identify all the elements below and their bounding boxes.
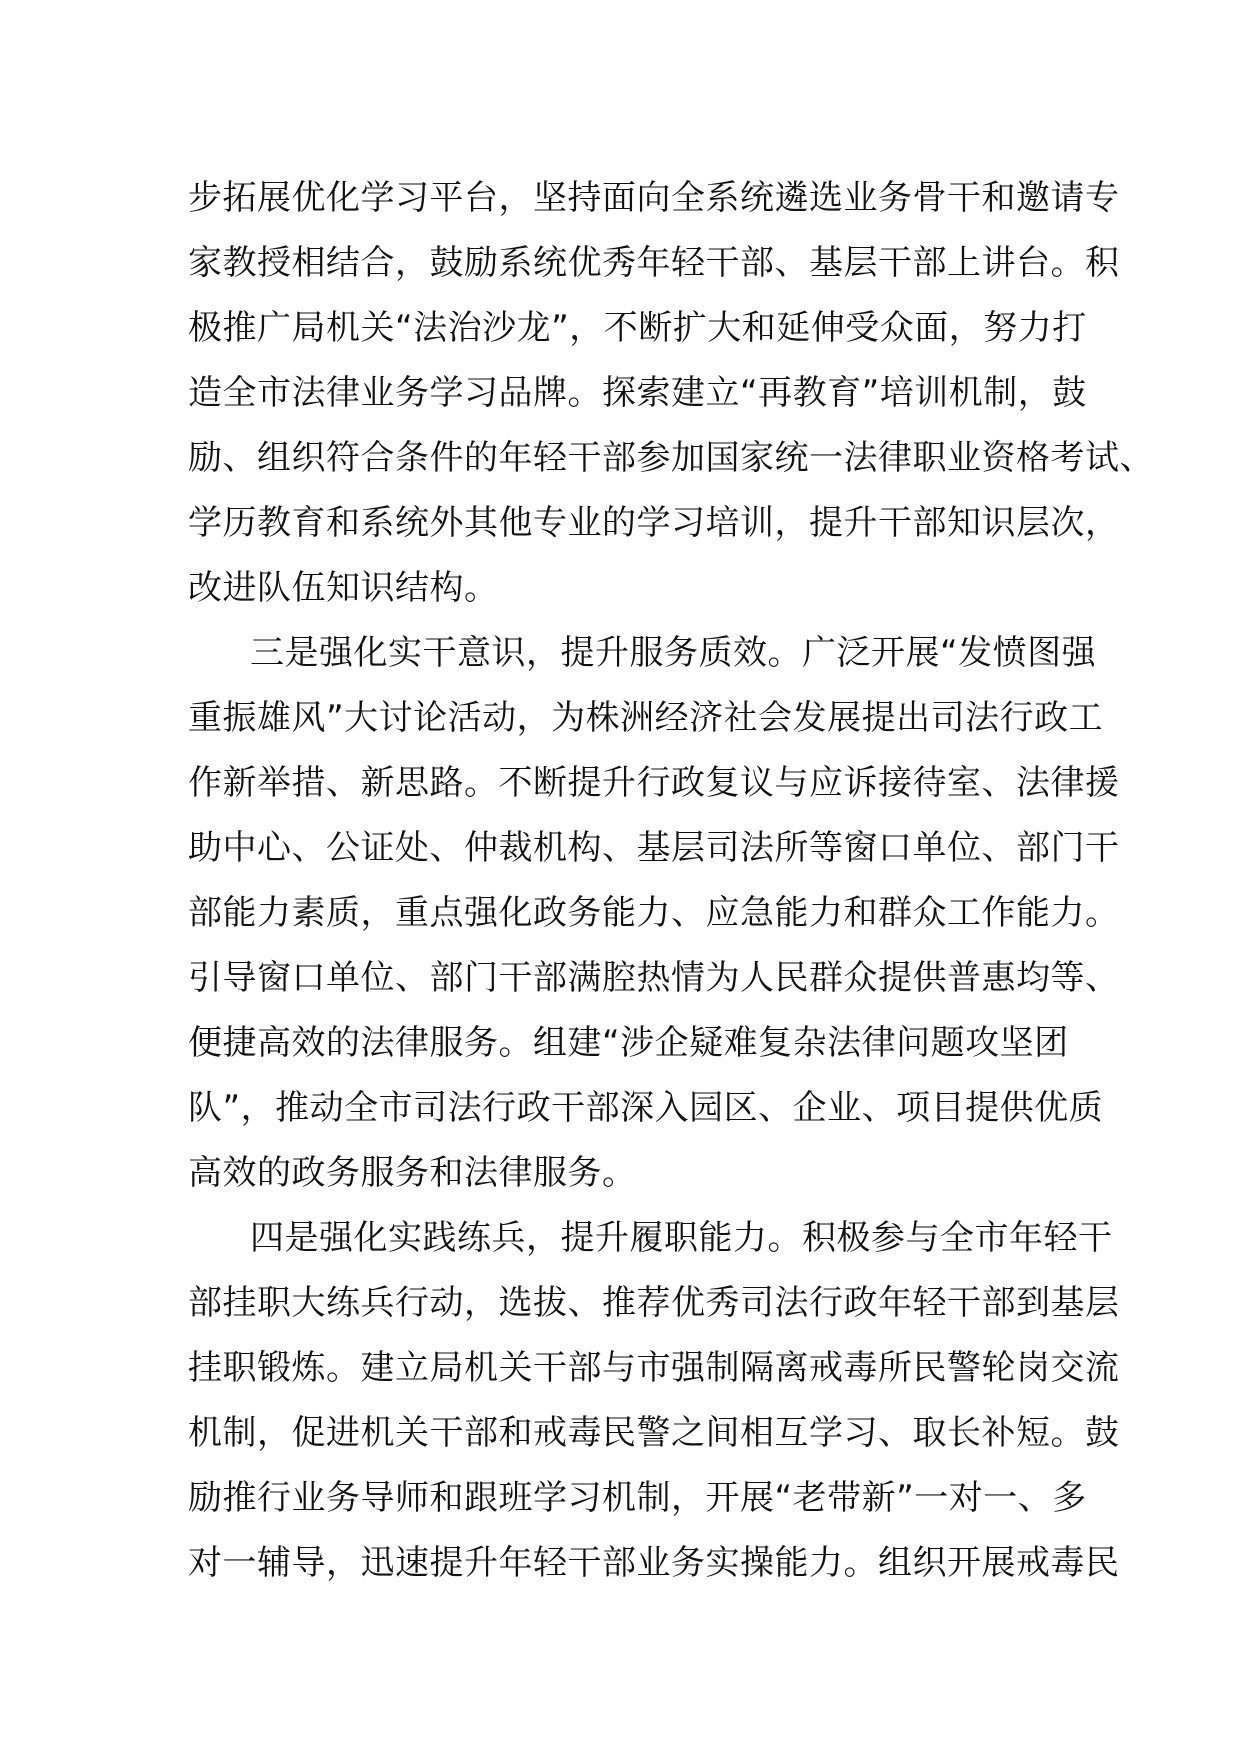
text-line: 家教授相结合，鼓励系统优秀年轻干部、基层干部上讲台。积 <box>188 243 1120 283</box>
text-line: 励、组织符合条件的年轻干部参加国家统一法律职业资格考试、 <box>188 438 1154 478</box>
paragraph-start-line: 四是强化实践练兵，提升履职能力。积极参与全市年轻干 <box>250 1218 1113 1258</box>
text-line: 部挂职大练兵行动，选拔、推荐优秀司法行政年轻干部到基层 <box>188 1283 1120 1323</box>
text-line: 引导窗口单位、部门干部满腔热情为人民群众提供普惠均等、 <box>188 958 1120 998</box>
paragraph-start-line: 三是强化实干意识，提升服务质效。广泛开展“发愤图强 <box>250 633 1097 673</box>
text-line: 挂职锻炼。建立局机关干部与市强制隔离戒毒所民警轮岗交流 <box>188 1348 1120 1388</box>
text-line: 机制，促进机关干部和戒毒民警之间相互学习、取长补短。鼓 <box>188 1413 1120 1453</box>
text-line: 高效的政务服务和法律服务。 <box>188 1153 637 1193</box>
text-line: 部能力素质，重点强化政务能力、应急能力和群众工作能力。 <box>188 893 1120 933</box>
text-line: 重振雄风”大讨论活动，为株洲经济社会发展提出司法行政工 <box>188 698 1104 738</box>
text-line: 助中心、公证处、仲裁机构、基层司法所等窗口单位、部门干 <box>188 828 1120 868</box>
text-line: 步拓展优化学习平台，坚持面向全系统遴选业务骨干和邀请专 <box>188 178 1120 218</box>
text-line: 造全市法律业务学习品牌。探索建立“再教育”培训机制，鼓 <box>188 373 1087 413</box>
text-line: 极推广局机关“法治沙龙”，不断扩大和延伸受众面，努力打 <box>188 308 1087 348</box>
text-line: 作新举措、新思路。不断提升行政复议与应诉接待室、法律援 <box>188 763 1120 803</box>
text-line: 对一辅导，迅速提升年轻干部业务实操能力。组织开展戒毒民 <box>188 1543 1120 1583</box>
text-line: 队”，推动全市司法行政干部深入园区、企业、项目提供优质 <box>188 1088 1104 1128</box>
text-line: 励推行业务导师和跟班学习机制，开展“老带新”一对一、多 <box>188 1478 1087 1518</box>
text-line: 便捷高效的法律服务。组建“涉企疑难复杂法律问题攻坚团 <box>188 1023 1069 1063</box>
text-line: 改进队伍知识结构。 <box>188 568 499 608</box>
body-text <box>188 166 1154 1596</box>
text-line: 学历教育和系统外其他专业的学习培训，提升干部知识层次， <box>188 503 1120 543</box>
